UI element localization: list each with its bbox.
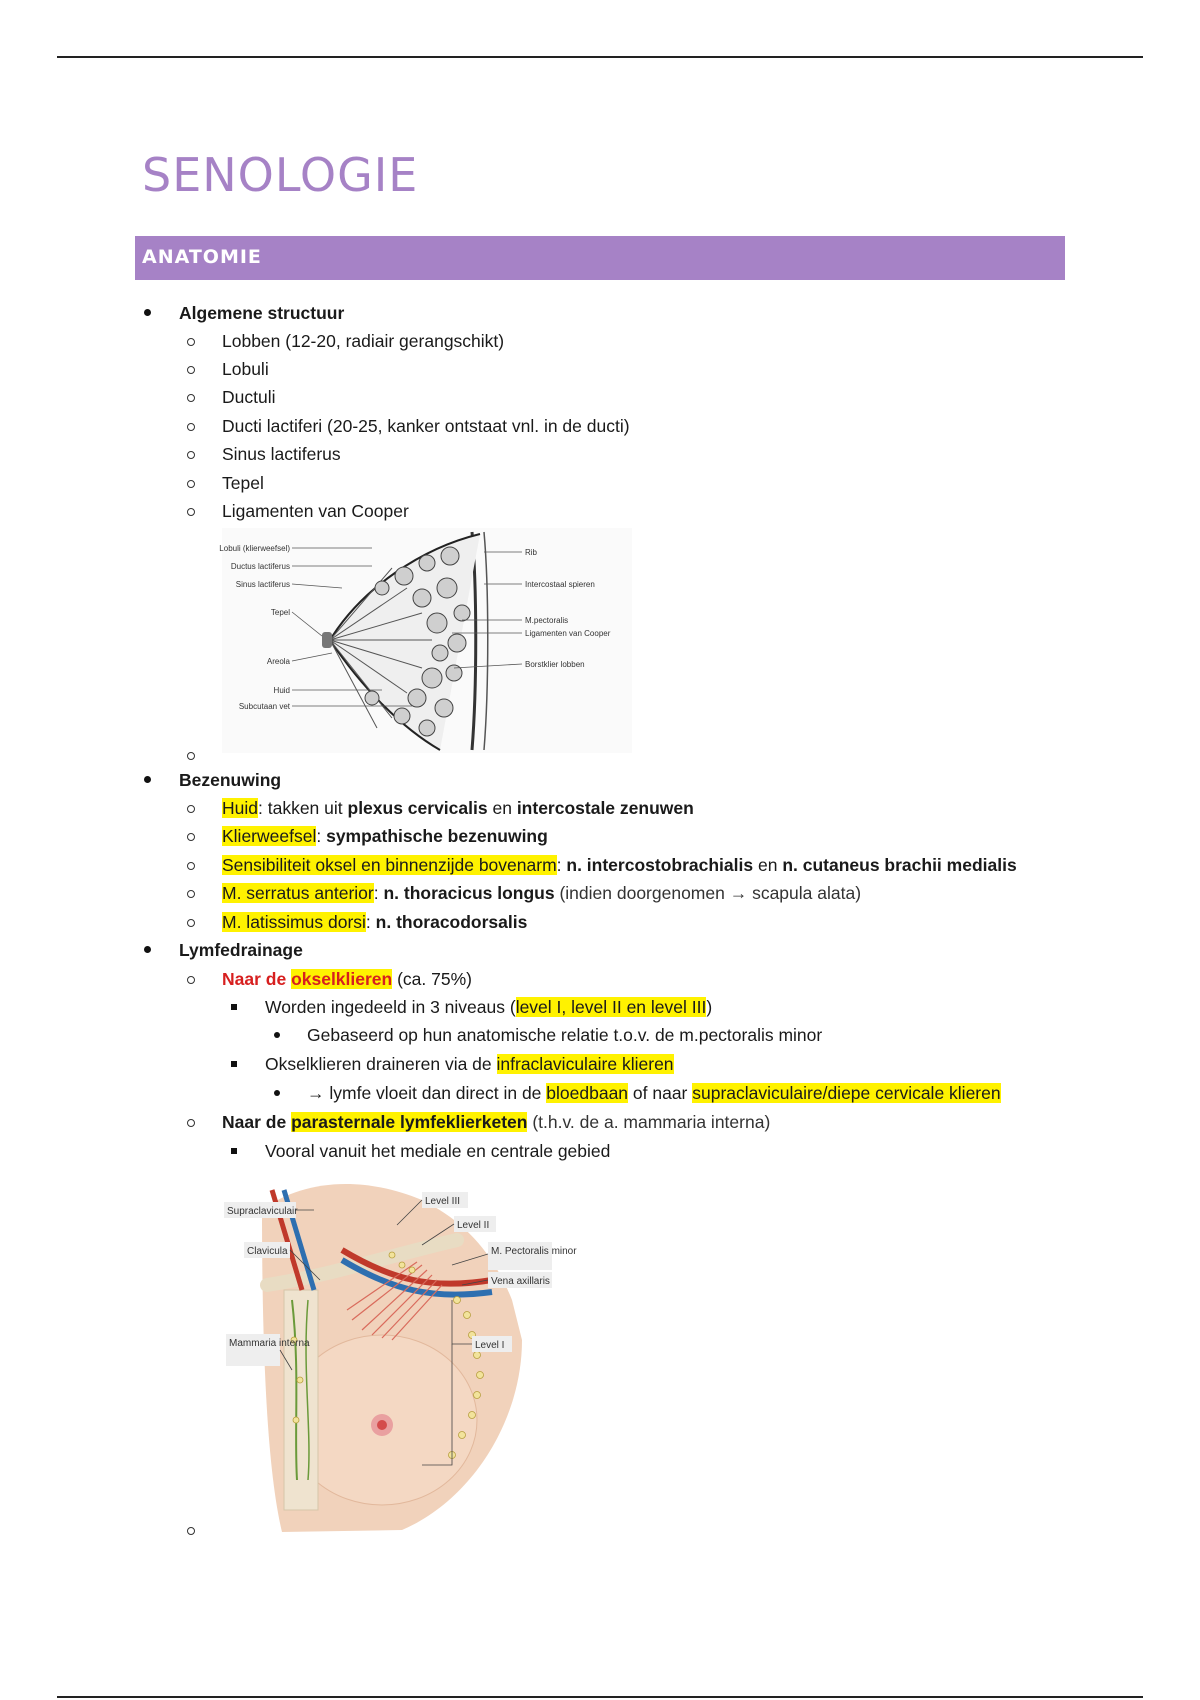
list-item: Ductuli	[222, 387, 276, 407]
fig2-label: Level II	[457, 1220, 490, 1231]
list-item: Ligamenten van Cooper	[222, 501, 409, 521]
fig1-label: Lobuli (klierweefsel)	[219, 544, 290, 553]
fig1-label: Rib	[525, 548, 538, 557]
fig1-label: Huid	[273, 686, 290, 695]
fig2-label: Mammaria interna	[229, 1338, 310, 1349]
top-rule	[57, 56, 1143, 58]
bottom-rule	[57, 1696, 1143, 1698]
bullet-icon	[274, 1090, 280, 1096]
fig1-label: Subcutaan vet	[238, 702, 290, 711]
ring-bullet-icon	[187, 890, 195, 898]
fig2-label: Level I	[475, 1340, 505, 1351]
fig1-label: Sinus lactiferus	[235, 580, 290, 589]
list-item: Vooral vanuit het mediale en centrale gebied	[265, 1141, 611, 1161]
list-item: Lobuli	[222, 359, 269, 379]
list-item: Worden ingedeeld in 3 niveaus (level I, level II en level III)	[265, 997, 713, 1017]
heading-algemene: Algemene structuur	[179, 303, 345, 323]
ring-bullet-icon	[187, 919, 195, 927]
list-item: Huid: takken uit plexus cervicalis en intercostale zenuwen	[222, 798, 694, 818]
ring-bullet-icon	[187, 833, 195, 841]
list-item: Okselklieren draineren via de infraclaviculaire klieren	[265, 1054, 674, 1074]
section-header	[135, 236, 1065, 280]
bullet-icon	[274, 1032, 280, 1038]
list-item: Klierweefsel: sympathische bezenuwing	[222, 826, 548, 846]
ring-bullet-icon	[187, 508, 195, 516]
fig1-label: M.pectoralis	[525, 616, 569, 625]
heading-bezenuwing: Bezenuwing	[179, 770, 282, 790]
bullet-icon	[144, 776, 151, 783]
section-title: ANATOMIE	[142, 246, 262, 268]
page-title: SENOLOGIE	[142, 148, 419, 202]
ring-bullet-icon	[187, 338, 195, 346]
fig1-label: Borstklier lobben	[525, 660, 585, 669]
list-item: → lymfe vloeit dan direct in de bloedbaan of naar supraclaviculaire/diepe cervicale klieren	[307, 1083, 1001, 1103]
list-item: Ducti lactiferi (20-25, kanker ontstaat vnl. in de ducti)	[222, 416, 630, 436]
ring-bullet-icon	[187, 1119, 195, 1127]
ring-bullet-icon	[187, 480, 195, 488]
heading-lymfedrainage: Lymfedrainage	[179, 940, 303, 960]
list-item: Lobben (12-20, radiair gerangschikt)	[222, 331, 505, 351]
fig2-label: M. Pectoralis minor	[491, 1246, 577, 1257]
square-bullet-icon	[231, 1061, 237, 1067]
ring-bullet-icon	[187, 752, 195, 760]
ring-bullet-icon	[187, 451, 195, 459]
bullet-icon	[144, 946, 151, 953]
ring-bullet-icon	[187, 1527, 195, 1535]
fig1-label: Tepel	[270, 608, 290, 617]
list-item: Sinus lactiferus	[222, 444, 341, 464]
ring-bullet-icon	[187, 976, 195, 984]
square-bullet-icon	[231, 1004, 237, 1010]
fig1-label: Ligamenten van Cooper	[525, 629, 611, 638]
list-item: Naar de parasternale lymfeklierketen (t.h.v. de a. mammaria interna)	[222, 1112, 771, 1132]
bullet-icon	[144, 309, 151, 316]
ring-bullet-icon	[187, 423, 195, 431]
ring-bullet-icon	[187, 394, 195, 402]
list-item: M. latissimus dorsi: n. thoracodorsalis	[222, 912, 528, 932]
fig2-label: Supraclaviculair	[227, 1206, 298, 1217]
list-item: Tepel	[222, 473, 264, 493]
breast-anatomy-figure	[219, 528, 632, 753]
ring-bullet-icon	[187, 862, 195, 870]
ring-bullet-icon	[187, 366, 195, 374]
ring-bullet-icon	[187, 805, 195, 813]
list-item: Sensibiliteit oksel en binnenzijde bovenarm: n. intercostobrachialis en n. cutaneus brachii medialis	[222, 855, 1017, 875]
fig2-label: Clavicula	[247, 1246, 288, 1257]
list-item: Naar de okselklieren (ca. 75%)	[222, 969, 472, 989]
fig2-label: Level III	[425, 1196, 461, 1207]
fig1-label: Ductus lactiferus	[230, 562, 290, 571]
list-item: M. serratus anterior: n. thoracicus longus (indien doorgenomen → scapula alata)	[222, 883, 862, 903]
fig1-label: Areola	[266, 657, 290, 666]
fig2-label: Vena axillaris	[491, 1276, 550, 1287]
fig1-label: Intercostaal spieren	[525, 580, 595, 589]
lymph-nodes-figure	[222, 1170, 577, 1540]
list-item: Gebaseerd op hun anatomische relatie t.o.v. de m.pectoralis minor	[307, 1025, 823, 1045]
square-bullet-icon	[231, 1148, 237, 1154]
